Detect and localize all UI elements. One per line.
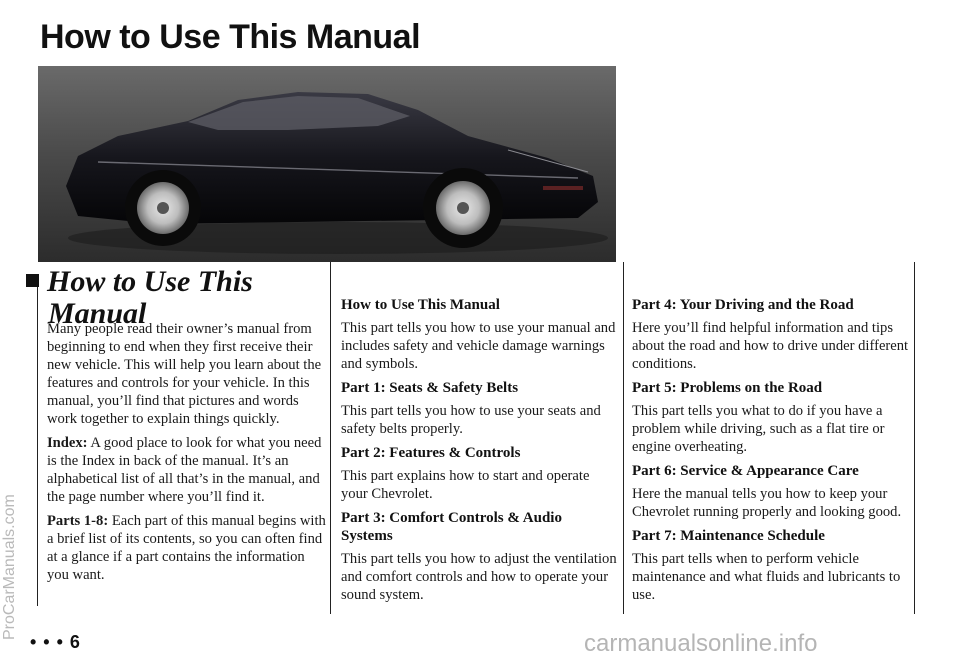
index-text: A good place to look for what you need is the Index in back of the manual. It’s an alphabetical list of all that’s in the manual, and the page number where you’ll find it. bbox=[47, 435, 322, 505]
parts-text: Each part of this manual begins with a brief list of its contents, so you can often find at a glance if a part contains the information you want. bbox=[47, 513, 326, 583]
middle-item-heading: How to Use This Manual bbox=[341, 297, 500, 313]
right-item-text: This part tells when to perform vehicle maintenance and what fluids and lubricants to use. bbox=[632, 551, 901, 603]
middle-item-heading: Part 3: Comfort Controls & Audio Systems bbox=[341, 510, 562, 544]
section-heading-line1: How to Use This bbox=[47, 265, 253, 298]
right-item-heading: Part 7: Maintenance Schedule bbox=[632, 528, 825, 544]
bullet-square-icon bbox=[26, 274, 39, 287]
index-paragraph bbox=[47, 434, 327, 506]
sports-car-image bbox=[38, 66, 616, 262]
left-column bbox=[47, 320, 327, 590]
column-divider-far-right bbox=[914, 262, 915, 614]
right-item-heading: Part 6: Service & Appearance Care bbox=[632, 463, 859, 479]
right-item-text: Here you’ll find helpful information and tips about the road and how to drive under different conditions. bbox=[632, 320, 909, 372]
right-item-text: This part tells you what to do if you have a problem while driving, such as a flat tire or engine overheating. bbox=[632, 403, 885, 455]
section-heading-line2: Manual bbox=[48, 297, 147, 330]
middle-item-text: This part tells you how to use your seats and safety belts properly. bbox=[341, 403, 601, 437]
parts-label: Parts 1-8: bbox=[47, 513, 109, 529]
column-divider-middle bbox=[330, 262, 331, 614]
right-column bbox=[632, 296, 910, 610]
parts-paragraph bbox=[47, 512, 327, 584]
index-label: Index: bbox=[47, 435, 88, 451]
page-number: • • • 6 bbox=[30, 632, 81, 652]
middle-item-heading: Part 1: Seats & Safety Belts bbox=[341, 380, 519, 396]
page-title: How to Use This Manual bbox=[40, 18, 421, 56]
middle-item-heading: Part 2: Features & Controls bbox=[341, 445, 521, 461]
right-item-heading: Part 5: Problems on the Road bbox=[632, 380, 823, 396]
car-photo bbox=[38, 66, 616, 262]
middle-item-text: This part tells you how to adjust the ventilation and comfort controls and how to operate your sound system. bbox=[341, 551, 617, 603]
right-item-heading: Part 4: Your Driving and the Road bbox=[632, 297, 854, 313]
intro-paragraph: Many people read their owner’s manual from beginning to end when they first receive their new vehicle. This will help you learn about the features and controls for your vehicle. In this manual, you’ll find that pictures and words work together to explain things quickly. bbox=[47, 321, 322, 427]
column-divider-right bbox=[623, 262, 624, 614]
footer-watermark: carmanualsonline.info bbox=[584, 630, 818, 657]
middle-column bbox=[341, 296, 619, 610]
middle-item-text: This part explains how to start and operate your Chevrolet. bbox=[341, 468, 590, 502]
middle-item-text: This part tells you how to use your manual and includes safety and vehicle damage warnings and symbols. bbox=[341, 320, 616, 372]
right-item-text: Here the manual tells you how to keep your Chevrolet running properly and looking good. bbox=[632, 486, 902, 520]
